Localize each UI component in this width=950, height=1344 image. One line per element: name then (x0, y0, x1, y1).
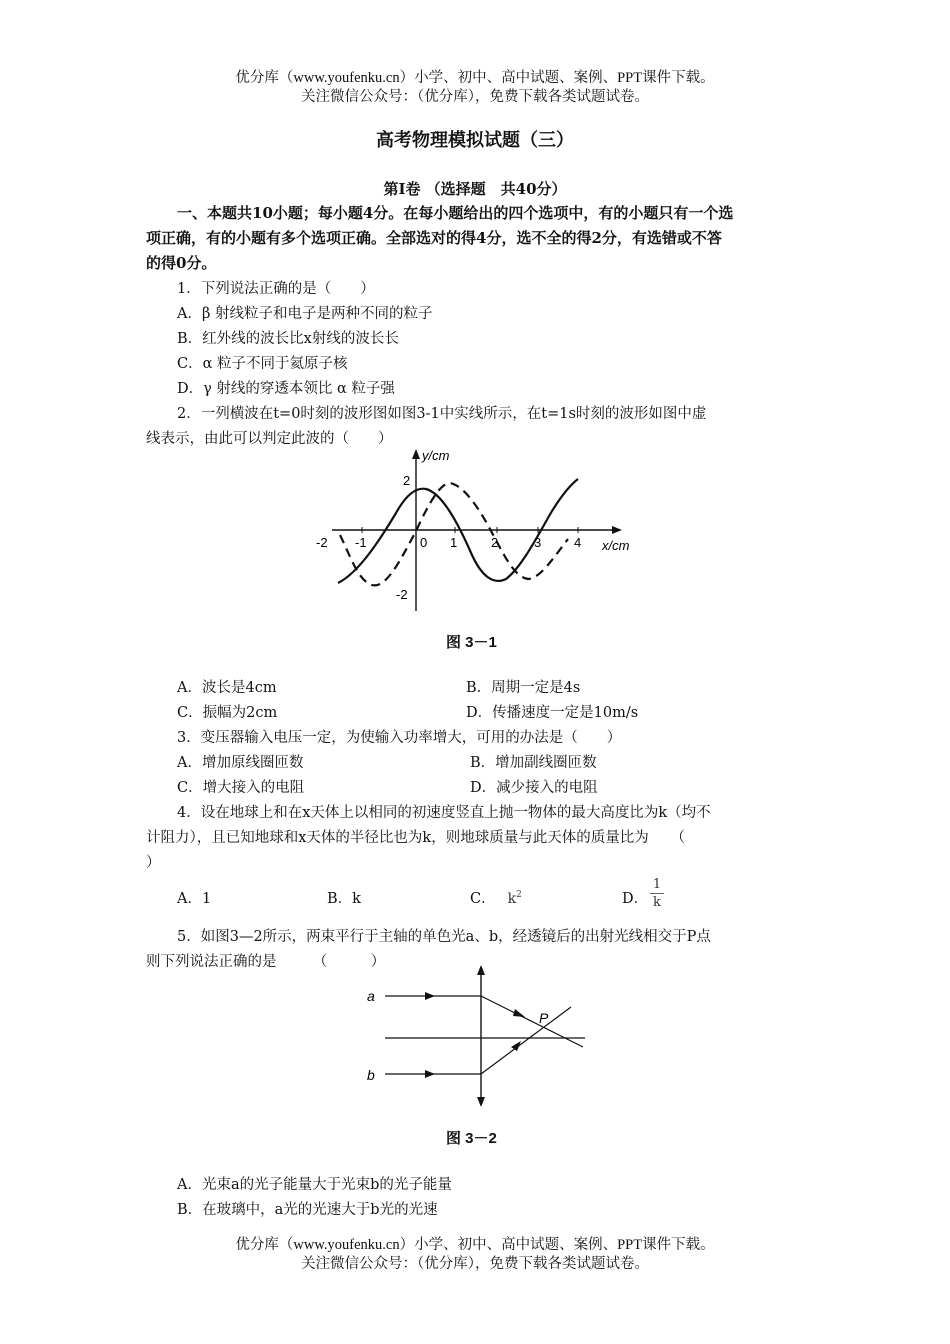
x-axis-arrow-icon (612, 526, 622, 534)
ray-b-refracted (481, 1007, 571, 1074)
q2-option-a: A．波长是4cm (177, 680, 277, 696)
q2-option-d: D．传播速度一定是10m/s (466, 705, 639, 721)
q4-option-c: C． $k^2$ (470, 890, 522, 907)
instructions-line-1: 一、本题共10小题；每小题4分。在每小题给出的四个选项中，有的小题只有一个选 (177, 204, 734, 222)
instructions-line-3: 的得0分。 (146, 254, 217, 272)
q4-stem-line-2: 计阻力），且已知地球和x天体的半径比也为k，则地球质量与此天体的质量比为 （ (146, 830, 685, 846)
tick-x-minus-1: -1 (355, 535, 367, 550)
tick-x-minus-2: -2 (316, 535, 328, 550)
q1-option-c: C．α 粒子不同于氦原子核 (177, 356, 348, 372)
solid-wave-t0 (338, 479, 578, 583)
figure-3-2-caption: 图 3－2 (446, 1130, 497, 1147)
figure-3-1-wave-graph (300, 443, 640, 618)
tick-y-minus-2: -2 (396, 587, 408, 602)
q3-option-b: B．增加副线圈匝数 (470, 755, 597, 771)
q4-option-a: A．1 (177, 891, 212, 907)
q2-stem-line-2: 线表示，由此可以判定此波的（ ） (146, 431, 393, 447)
label-a: a (367, 988, 375, 1004)
q5-stem-line-1: 5．如图3—2所示，两束平行于主轴的单色光a、b，经透镜后的出射光线相交于P点 (177, 929, 711, 945)
q3-option-a: A．增加原线圈匝数 (177, 755, 304, 771)
q3-stem: 3．变压器输入电压一定，为使输入功率增大，可用的办法是（ ） (177, 730, 622, 746)
lens-bottom-arrow-icon (477, 1097, 485, 1107)
page-title: 高考物理模拟试题（三） (376, 130, 574, 151)
y-axis-arrow-icon (412, 449, 420, 459)
q4-stem-line-3: ） (146, 855, 161, 871)
instructions-line-2: 项正确，有的小题有多个选项正确。全部选对的得4分，选不全的得2分，有选错或不答 (146, 229, 722, 247)
ray-a-arrow-icon (425, 992, 435, 1000)
ray-a-refracted (481, 996, 583, 1047)
tick-y-2: 2 (403, 473, 411, 488)
ray-a-refracted-arrow-icon (513, 1009, 525, 1017)
label-p: P (539, 1010, 549, 1026)
q1-stem: 1．下列说法正确的是（ ） (177, 281, 375, 297)
tick-x-2: 2 (491, 535, 499, 550)
x-axis-label: x/cm (602, 538, 630, 553)
q3-option-d: D．减少接入的电阻 (470, 780, 598, 796)
footer-line-2: 关注微信公众号：（优分库），免费下载各类试题试卷。 (301, 1256, 649, 1272)
figure-3-1-caption: 图 3－1 (446, 634, 497, 651)
q2-option-c: C．振幅为2cm (177, 705, 278, 721)
q4-option-d-prefix: D． (622, 891, 649, 907)
figure-3-2-lens-diagram (355, 963, 595, 1111)
header-line-2: 关注微信公众号：（优分库），免费下载各类试题试卷。 (301, 89, 649, 105)
q1-option-b: B．红外线的波长比x射线的波长长 (177, 331, 399, 347)
section-title: 第Ⅰ卷 （选择题 共40分） (383, 180, 567, 198)
label-b: b (367, 1067, 375, 1083)
q4-option-d-fraction: 1 k (650, 877, 664, 910)
tick-x-3: 3 (534, 535, 542, 550)
tick-x-1: 1 (450, 535, 458, 550)
q5-option-b: B．在玻璃中，a光的光速大于b光的光速 (177, 1202, 438, 1218)
lens-top-arrow-icon (477, 965, 485, 975)
tick-x-4: 4 (574, 535, 582, 550)
q4-stem-line-1: 4．设在地球上和在x天体上以相同的初速度竖直上抛一物体的最大高度比为k（均不 (177, 805, 711, 821)
q2-option-b: B．周期一定是4s (466, 680, 581, 696)
q5-stem-line-2: 则下列说法正确的是 （ ） (146, 954, 386, 970)
q2-stem-line-1: 2．一列横波在t=0时刻的波形图如图3-1中实线所示，在t=1s时刻的波形如图中虚 (177, 406, 707, 422)
header-line-1: 优分库（www.youfenku.cn）小学、初中、高中试题、案例、PPT课件下载。 (235, 70, 715, 86)
footer-line-1: 优分库（www.youfenku.cn）小学、初中、高中试题、案例、PPT课件下载。 (235, 1237, 715, 1253)
q5-option-a: A．光束a的光子能量大于光束b的光子能量 (177, 1177, 452, 1193)
q1-option-a: A．β 射线粒子和电子是两种不同的粒子 (177, 306, 433, 322)
q3-option-c: C．增大接入的电阻 (177, 780, 305, 796)
q4-option-b: B．k (327, 891, 361, 907)
q1-option-d: D．γ 射线的穿透本领比 α 粒子强 (177, 381, 395, 397)
tick-x-0: 0 (420, 535, 428, 550)
ray-b-arrow-icon (425, 1070, 435, 1078)
y-axis-label: y/cm (422, 448, 450, 463)
